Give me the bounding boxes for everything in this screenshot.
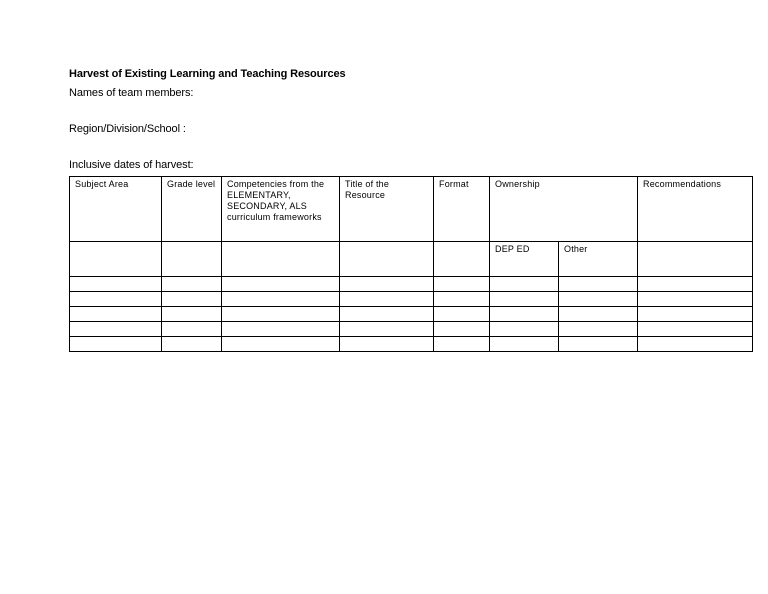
table-cell [340,337,434,352]
table-cell [162,292,222,307]
table-cell [490,322,559,337]
table-cell [70,242,162,277]
region-division-school-label: Region/Division/School : [69,123,186,135]
table-cell [162,337,222,352]
header-format: Format [434,177,490,242]
header-ownership: Ownership [490,177,638,242]
table-cell [340,292,434,307]
table-cell [222,242,340,277]
table-row [70,307,753,322]
subheader-other: Other [559,242,638,277]
subheader-row [70,242,753,277]
header-recommendations: Recommendations [638,177,753,242]
team-members-label: Names of team members: [69,87,194,99]
table-cell [559,307,638,322]
table-cell [638,322,753,337]
table-cell [162,277,222,292]
table-cell [222,322,340,337]
table-cell [70,292,162,307]
table-cell [434,337,490,352]
header-grade-level: Grade level [162,177,222,242]
table-row [70,277,753,292]
table-cell [490,307,559,322]
table-cell [434,322,490,337]
table-cell [340,277,434,292]
header-row [70,177,753,242]
table-row [70,337,753,352]
table-cell [340,322,434,337]
table-cell [559,322,638,337]
table-cell [638,277,753,292]
table-cell [162,242,222,277]
table-cell [70,307,162,322]
table-cell [70,322,162,337]
header-competencies: Competencies from the ELEMENTARY, SECONDARY, ALS curriculum frameworks [222,177,340,242]
table-cell [340,242,434,277]
table-cell [490,277,559,292]
table-cell [70,337,162,352]
table-cell [222,277,340,292]
document-title: Harvest of Existing Learning and Teaching Resources [69,68,346,80]
table-cell [222,337,340,352]
header-title-of-resource: Title of the Resource [340,177,434,242]
table-cell [222,307,340,322]
table-cell [638,307,753,322]
table-cell [434,307,490,322]
subheader-deped: DEP ED [490,242,559,277]
table-cell [559,337,638,352]
table-row [70,322,753,337]
table-cell [434,242,490,277]
table-cell [559,277,638,292]
table-row [70,292,753,307]
table-cell [70,277,162,292]
table-cell [638,337,753,352]
inclusive-dates-label: Inclusive dates of harvest: [69,159,194,171]
table-cell [434,277,490,292]
table-cell [162,322,222,337]
table-cell [434,292,490,307]
table-cell [340,307,434,322]
table-cell [638,292,753,307]
table-cell [638,242,753,277]
table-cell [222,292,340,307]
table-cell [490,292,559,307]
harvest-table [69,176,753,352]
table-cell [162,307,222,322]
table-cell [559,292,638,307]
header-subject-area: Subject Area [70,177,162,242]
table-cell [490,337,559,352]
